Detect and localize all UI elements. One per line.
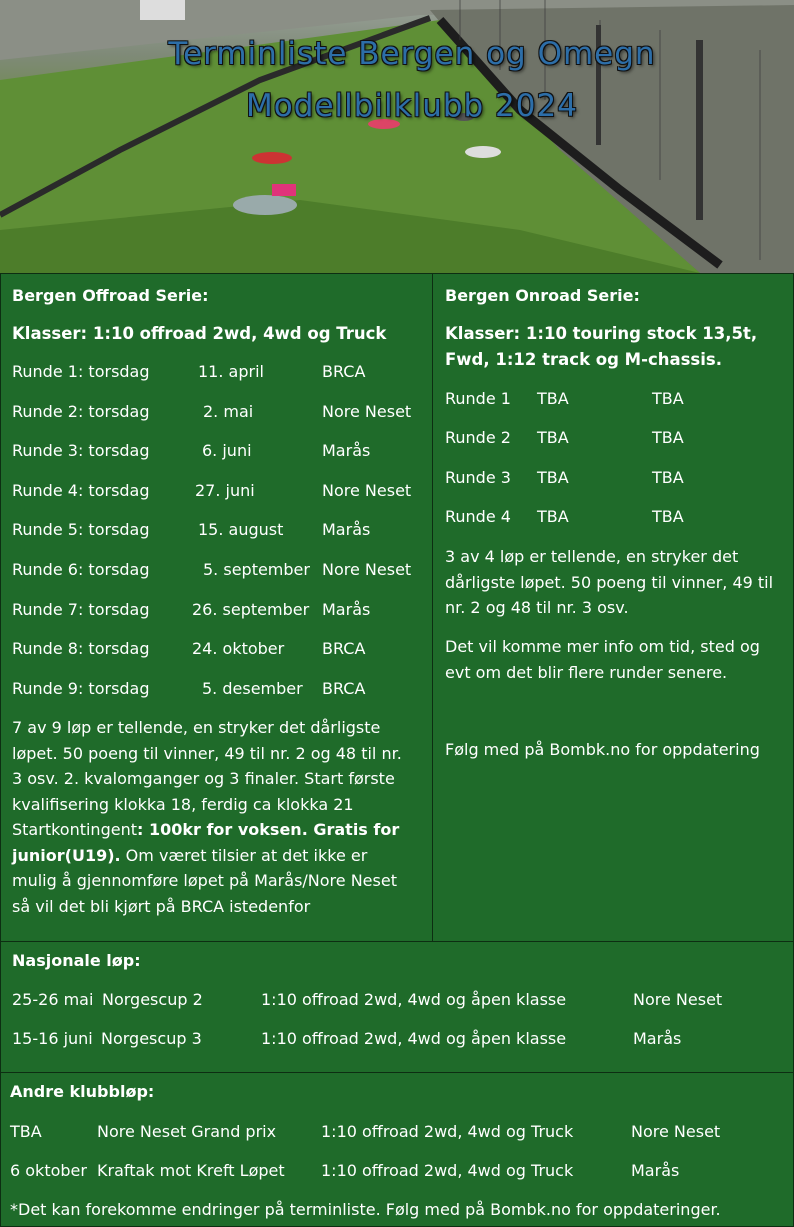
title-line-1: Terminliste Bergen og Omegn [168, 36, 656, 72]
national-section [0, 941, 794, 1073]
offroad-info [12, 715, 417, 919]
round-place: BRCA [322, 362, 366, 381]
round-name: Runde 9: torsdag [12, 678, 150, 698]
offroad-heading: Bergen Offroad Serie: [12, 286, 209, 305]
event-place: Marås [631, 1161, 680, 1180]
event-date: TBA [10, 1122, 42, 1141]
offroad-info-text: 7 av 9 løp er tellende, en stryker det dårligste løpet. 50 poeng til vinner, 49 til nr. 2 og 48 til nr. 3 osv. 2. kvalomganger og 3 finaler. Start første kvalifisering klokka 18, ferdig ca klokka 21 Startkontingent [12, 718, 402, 839]
hero-photo [0, 0, 794, 273]
title-line-2: Modellbilklubb 2024 [246, 88, 578, 124]
event-name: Nore Neset Grand prix [97, 1122, 277, 1141]
event-name: Kraftak mot Kreft Løpet [97, 1161, 285, 1180]
round-date: TBA [537, 389, 569, 408]
event-name: Norgescup 3 [101, 1029, 202, 1048]
round-date: TBA [537, 506, 569, 526]
round-name: Runde 2: torsdag [12, 401, 150, 421]
onroad-classes: Klasser: 1:10 touring stock 13,5t, Fwd, 1:12 track og M-chassis. [445, 324, 758, 369]
round-name: Runde 2 [445, 428, 511, 448]
event-classes: 1:10 offroad 2wd, 4wd og åpen klasse [261, 1029, 567, 1048]
round-date: 5. september [203, 560, 310, 579]
onroad-info-2: Det vil komme mer info om tid, sted og evt om det blir flere runder senere. [445, 637, 760, 682]
round-date: 5. desember [202, 678, 303, 698]
event-place: Nore Neset [631, 1122, 721, 1141]
round-date: 27. juni [195, 480, 255, 500]
event-classes: 1:10 offroad 2wd, 4wd og Truck [321, 1122, 574, 1141]
page-title [0, 28, 794, 132]
offroad-fee-text: : 100kr for voksen. Gratis for junior(U19). [12, 820, 400, 865]
onroad-heading: Bergen Onroad Serie: [445, 286, 640, 305]
round-name: Runde 7: torsdag [12, 599, 150, 619]
round-date: TBA [537, 467, 569, 487]
event-classes: 1:10 offroad 2wd, 4wd og åpen klasse [261, 990, 567, 1009]
round-date: 26. september [192, 599, 310, 619]
round-place: Nore Neset [322, 401, 412, 421]
event-name: Norgescup 2 [102, 990, 203, 1009]
offroad-info-text-2: Om været tilsier at det ikke er mulig å gjennomføre løpet på Marås/Nore Neset så vil det bli kjørt på BRCA istedenfor [12, 845, 397, 916]
round-place: TBA [652, 467, 684, 487]
onroad-info-3: Følg med på Bombk.no for oppdatering [445, 740, 760, 759]
round-date: 6. juni [202, 441, 252, 461]
round-place: TBA [652, 389, 684, 408]
club-heading: Andre klubbløp: [10, 1082, 155, 1101]
club-section [0, 1072, 794, 1227]
offroad-section [0, 273, 433, 942]
offroad-classes: Klasser: 1:10 offroad 2wd, 4wd og Truck [12, 324, 387, 343]
round-name: Runde 3 [445, 467, 511, 487]
onroad-section [432, 273, 794, 942]
round-date: TBA [537, 428, 569, 448]
round-name: Runde 1 [445, 389, 511, 408]
round-name: Runde 3: torsdag [12, 441, 150, 461]
round-place: Nore Neset [322, 560, 412, 579]
event-date: 25-26 mai [12, 990, 94, 1009]
event-place: Marås [633, 1029, 682, 1048]
round-date: 2. mai [203, 401, 254, 421]
round-place: TBA [652, 506, 684, 526]
round-date: 24. oktober [192, 639, 285, 659]
round-name: Runde 6: torsdag [12, 560, 150, 579]
event-classes: 1:10 offroad 2wd, 4wd og Truck [321, 1161, 574, 1180]
footnote: *Det kan forekomme endringer på terminliste. Følg med på Bombk.no for oppdateringer. [10, 1200, 721, 1219]
round-name: Runde 8: torsdag [12, 639, 150, 659]
round-place: Marås [322, 441, 371, 461]
round-name: Runde 5: torsdag [12, 520, 150, 540]
round-place: Marås [322, 520, 371, 540]
round-date: 11. april [198, 362, 264, 381]
round-place: Marås [322, 599, 371, 619]
round-place: Nore Neset [322, 480, 412, 500]
round-place: TBA [652, 428, 684, 448]
national-heading: Nasjonale løp: [12, 951, 141, 970]
event-date: 15-16 juni [12, 1029, 93, 1048]
round-name: Runde 4 [445, 506, 511, 526]
event-date: 6 oktober [10, 1161, 87, 1180]
round-name: Runde 1: torsdag [12, 362, 150, 381]
onroad-info-1: 3 av 4 løp er tellende, en stryker det dårligste løpet. 50 poeng til vinner, 49 til nr. 2 og 48 til nr. 3 osv. [445, 547, 774, 617]
round-place: BRCA [322, 639, 366, 659]
event-place: Nore Neset [633, 990, 723, 1009]
round-date: 15. august [198, 520, 284, 540]
round-name: Runde 4: torsdag [12, 480, 150, 500]
round-place: BRCA [322, 678, 366, 698]
